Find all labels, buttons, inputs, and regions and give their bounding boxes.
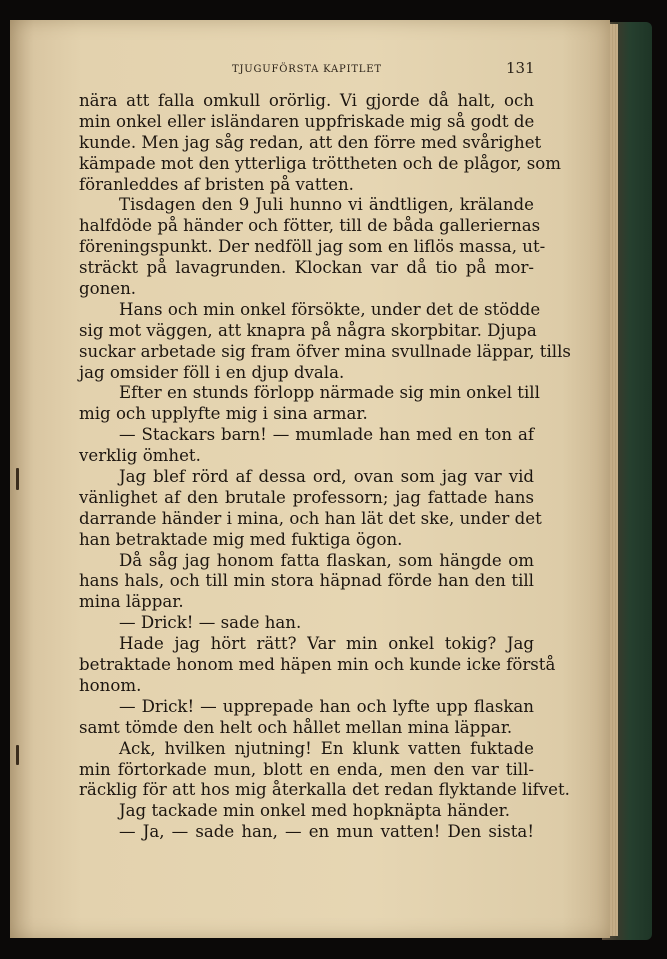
- text-line: mig och upplyfte mig i sina armar.: [79, 404, 368, 424]
- binding-mark: [16, 745, 19, 765]
- text-line: Efter en stunds förlopp närmade sig min onkel till: [119, 383, 540, 403]
- text-line: betraktade honom med häpen min och kunde icke förstå: [79, 655, 556, 675]
- text-line: Då såg jag honom fatta flaskan, som hängde om: [119, 550, 534, 570]
- text-line: — Drick! — upprepade han och lyfte upp flaskan: [119, 696, 534, 716]
- text-line: föreningspunkt. Der nedföll jag som en liflös massa, ut-: [79, 237, 546, 257]
- text-line: suckar arbetade sig fram öfver mina svullnade läppar, tills: [79, 341, 571, 361]
- text-line: kunde. Men jag såg redan, att den förre med svårighet: [79, 132, 542, 152]
- text-line: jag omsider föll i en djup dvala.: [79, 362, 345, 382]
- text-line: kämpade mot den ytterliga tröttheten och de plågor, som: [79, 153, 562, 173]
- text-line: Ack, hvilken njutning! En klunk vatten fuktade: [119, 738, 534, 758]
- text-line: hans hals, och till min stora häpnad förde han den till: [79, 571, 534, 591]
- text-line: Tisdagen den 9 Juli hunno vi ändtligen, krälande: [119, 195, 534, 215]
- text-line: verklig ömhet.: [79, 446, 201, 466]
- text-line: Hade jag hört rätt? Var min onkel tokig? Jag: [119, 634, 534, 654]
- text-line: Jag blef rörd af dessa ord, ovan som jag var vid: [119, 467, 534, 487]
- text-line: vänlighet af den brutale professorn; jag fattade hans: [79, 487, 534, 507]
- text-line: — Drick! — sade han.: [119, 613, 302, 633]
- binding-mark: [16, 468, 19, 490]
- text-line: Jag tackade min onkel med hopknäpta händer.: [119, 801, 511, 821]
- text-line: — Stackars barn! — mumlade han med en ton af: [119, 425, 534, 445]
- text-line: räcklig för att hos mig återkalla det redan flyktande lifvet.: [79, 780, 570, 800]
- text-line: min onkel eller isländaren uppfriskade mig så godt de: [79, 111, 535, 131]
- page-number: 131: [506, 59, 535, 77]
- text-line: — Ja, — sade han, — en mun vatten! Den sista!: [119, 822, 534, 842]
- text-line: darrande händer i mina, och han lät det ske, under det: [79, 508, 542, 528]
- text-line: gonen.: [79, 279, 137, 299]
- text-line: mina läppar.: [79, 592, 184, 612]
- text-line: min förtorkade mun, blott en enda, men den var till-: [79, 759, 534, 779]
- text-line: sträckt på lavagrunden. Klockan var då tio på mor-: [79, 258, 534, 278]
- text-line: honom.: [79, 675, 142, 695]
- text-line: Hans och min onkel försökte, under det de stödde: [119, 299, 541, 319]
- text-line: han betraktade mig med fuktiga ögon.: [79, 529, 403, 549]
- running-head: TJUGUFÖRSTA KAPITLET: [232, 64, 382, 75]
- text-line: samt tömde den helt och hållet mellan mina läppar.: [79, 717, 513, 737]
- text-line: sig mot väggen, att knapra på några skorpbitar. Djupa: [79, 320, 537, 340]
- text-line: föranleddes af bristen på vatten.: [79, 174, 354, 194]
- text-line: halfdöde på händer och fötter, till de båda galleriernas: [79, 216, 541, 236]
- text-line: nära att falla omkull orörlig. Vi gjorde då halt, och: [79, 91, 534, 110]
- body-text: [79, 91, 571, 843]
